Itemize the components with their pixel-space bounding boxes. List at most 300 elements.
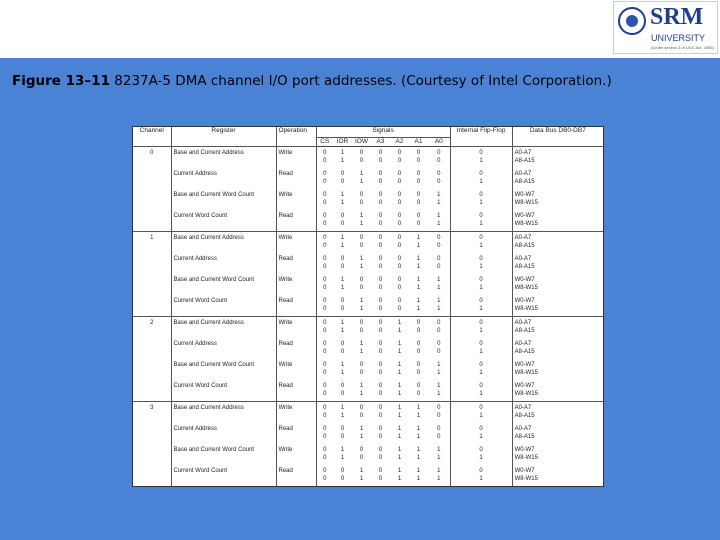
databus-value: A8-A15 (514, 263, 535, 270)
table-row (133, 232, 603, 254)
table-row (133, 147, 603, 169)
flipflop-value: 1 (479, 412, 483, 419)
signal-value: 0 (378, 447, 383, 453)
signal-value: 1 (359, 348, 364, 355)
signal-value: 1 (437, 447, 441, 453)
signal-value: 1 (359, 426, 364, 432)
signal-value: 1 (359, 433, 364, 440)
register-cell: Current Word Count (171, 465, 276, 486)
signal-value: 1 (397, 412, 402, 419)
operation-cell: Read (276, 423, 316, 444)
signal-value: 0 (323, 433, 327, 440)
signal-value: 0 (323, 150, 327, 156)
flipflop-value: 0 (479, 468, 483, 474)
signal-value: 0 (437, 405, 441, 411)
signal-value: 0 (340, 433, 345, 440)
databus-cell (512, 274, 603, 295)
signal-cell (371, 189, 390, 210)
databus-value: W0-W7 (514, 213, 535, 219)
signal-value: 1 (437, 390, 441, 397)
operation-cell: Read (276, 295, 316, 317)
signal-value: 1 (340, 369, 345, 376)
signal-value: 0 (323, 256, 327, 262)
signal-cell (409, 232, 428, 254)
table-body (133, 147, 603, 487)
figure-caption (12, 73, 712, 89)
signal-value: 0 (397, 213, 402, 219)
signal-value: 0 (378, 468, 383, 474)
signal-value: 0 (340, 298, 345, 304)
signal-value: 0 (437, 242, 441, 249)
signal-cell (428, 232, 450, 254)
flipflop-value: 1 (479, 242, 483, 249)
signal-value: 0 (397, 178, 402, 185)
signal-value: 0 (378, 454, 383, 461)
signal-cell (390, 465, 409, 486)
signal-value: 0 (359, 150, 364, 156)
flipflop-value: 0 (479, 256, 483, 262)
signal-value: 1 (340, 192, 345, 198)
signal-cell (390, 359, 409, 380)
signal-cell (316, 465, 333, 486)
register-cell: Current Word Count (171, 380, 276, 402)
signal-cell (352, 380, 371, 402)
signal-value: 1 (437, 213, 441, 219)
table-row (133, 317, 603, 339)
register-cell: Base and Current Word Count (171, 189, 276, 210)
signal-value: 0 (416, 320, 421, 326)
table-row (133, 359, 603, 380)
signal-value: 1 (416, 256, 421, 262)
signal-value: 1 (397, 320, 402, 326)
signal-value: 1 (437, 475, 441, 482)
flipflop-value: 0 (479, 235, 483, 241)
signal-value: 0 (378, 412, 383, 419)
signal-value: 0 (359, 412, 364, 419)
signal-cell (333, 465, 352, 486)
signal-cell (352, 317, 371, 339)
header-signals: Signals (316, 127, 450, 138)
signal-value: 0 (340, 475, 345, 482)
flipflop-value: 0 (479, 277, 483, 283)
signal-cell (316, 232, 333, 254)
flipflop-cell (450, 465, 512, 486)
university-seal-icon (618, 7, 646, 35)
signal-cell (371, 465, 390, 486)
signal-value: 0 (416, 192, 421, 198)
signal-value: 1 (359, 383, 364, 389)
signal-cell (371, 359, 390, 380)
signal-value: 0 (378, 150, 383, 156)
table-row (133, 465, 603, 486)
signal-value: 0 (323, 390, 327, 397)
header-databus: Data Bus DB0-DB7 (512, 127, 603, 147)
signal-value: 1 (416, 235, 421, 241)
signal-cell (316, 444, 333, 465)
signal-cell (390, 210, 409, 232)
signal-value: 0 (323, 362, 327, 368)
signal-cell (333, 402, 352, 424)
register-cell: Base and Current Word Count (171, 274, 276, 295)
signal-cell (333, 253, 352, 274)
signal-value: 0 (437, 171, 441, 177)
signal-cell (409, 295, 428, 317)
databus-value: A8-A15 (514, 412, 535, 419)
signal-cell (352, 465, 371, 486)
signal-cell (316, 295, 333, 317)
signal-cell (352, 274, 371, 295)
flipflop-cell (450, 168, 512, 189)
signal-cell (409, 402, 428, 424)
table-row (133, 402, 603, 424)
operation-cell: Write (276, 444, 316, 465)
signal-cell (428, 210, 450, 232)
signal-value: 0 (437, 348, 441, 355)
signal-value: 0 (416, 220, 421, 227)
signal-value: 0 (340, 390, 345, 397)
signal-value: 0 (378, 235, 383, 241)
signal-value: 0 (378, 362, 383, 368)
header-band (0, 0, 720, 58)
flipflop-value: 1 (479, 390, 483, 397)
operation-cell: Read (276, 210, 316, 232)
signal-cell (409, 465, 428, 486)
databus-cell (512, 359, 603, 380)
register-cell: Current Word Count (171, 210, 276, 232)
signal-value: 0 (378, 220, 383, 227)
signal-value: 0 (359, 447, 364, 453)
signal-cell (371, 338, 390, 359)
signal-value: 0 (378, 284, 383, 291)
signal-value: 0 (416, 213, 421, 219)
operation-cell: Write (276, 232, 316, 254)
signal-value: 1 (359, 341, 364, 347)
signal-value: 0 (323, 284, 327, 291)
flipflop-value: 1 (479, 284, 483, 291)
register-cell: Base and Current Address (171, 317, 276, 339)
signal-value: 1 (416, 242, 421, 249)
signal-cell (333, 168, 352, 189)
databus-cell (512, 295, 603, 317)
databus-cell (512, 317, 603, 339)
operation-cell: Write (276, 189, 316, 210)
signal-cell (352, 338, 371, 359)
databus-value: W8-W15 (514, 475, 538, 482)
operation-cell: Read (276, 465, 316, 486)
signal-cell (316, 402, 333, 424)
signal-value: 0 (340, 305, 345, 312)
signal-cell (333, 295, 352, 317)
databus-cell (512, 465, 603, 486)
signal-cell (409, 253, 428, 274)
signal-value: 0 (378, 475, 383, 482)
flipflop-value: 0 (479, 192, 483, 198)
signal-cell (428, 168, 450, 189)
signal-value: 0 (397, 284, 402, 291)
signal-cell (333, 232, 352, 254)
signal-value: 1 (340, 405, 345, 411)
signal-cell (371, 147, 390, 169)
signal-cell (390, 189, 409, 210)
signal-value: 0 (378, 348, 383, 355)
signal-value: 0 (416, 390, 421, 397)
signal-cell (333, 147, 352, 169)
operation-cell: Read (276, 168, 316, 189)
university-logo (613, 1, 718, 54)
signal-value: 0 (397, 256, 402, 262)
signal-value: 0 (416, 362, 421, 368)
databus-value: W8-W15 (514, 220, 538, 227)
signal-cell (371, 423, 390, 444)
signal-value: 1 (416, 454, 421, 461)
signal-value: 1 (340, 454, 345, 461)
databus-value: W0-W7 (514, 447, 535, 453)
signal-value: 1 (437, 454, 441, 461)
signal-cell (409, 317, 428, 339)
signal-value: 0 (359, 405, 364, 411)
signal-cell (428, 402, 450, 424)
databus-value: W8-W15 (514, 454, 538, 461)
signal-value: 1 (416, 277, 421, 283)
databus-value: W0-W7 (514, 468, 535, 474)
signal-value: 1 (437, 284, 441, 291)
signal-value: 1 (359, 213, 364, 219)
signal-value: 1 (416, 284, 421, 291)
signal-cell (316, 189, 333, 210)
flipflop-cell (450, 147, 512, 169)
signal-value: 0 (378, 327, 383, 334)
flipflop-value: 1 (479, 327, 483, 334)
table-row (133, 168, 603, 189)
signal-value: 1 (359, 390, 364, 397)
signal-cell (352, 168, 371, 189)
figure-title: 8237A-5 DMA channel I/O port addresses. (Courtesy of Intel Corporation.) (114, 73, 612, 89)
databus-value: A0-A7 (514, 256, 532, 262)
signal-value: 0 (437, 426, 441, 432)
signal-value: 0 (323, 220, 327, 227)
signal-value: 0 (323, 157, 327, 164)
signal-value: 0 (397, 192, 402, 198)
signal-value: 1 (359, 256, 364, 262)
register-cell: Base and Current Word Count (171, 444, 276, 465)
signal-value: 0 (437, 341, 441, 347)
signal-cell (390, 380, 409, 402)
flipflop-value: 1 (479, 199, 483, 206)
signal-value: 1 (340, 235, 345, 241)
signal-cell (316, 147, 333, 169)
signal-value: 1 (437, 468, 441, 474)
signal-cell (333, 380, 352, 402)
signal-value: 0 (397, 150, 402, 156)
databus-value: A0-A7 (514, 150, 532, 156)
databus-value: A0-A7 (514, 320, 532, 326)
signal-cell (409, 444, 428, 465)
signal-cell (316, 210, 333, 232)
signal-value: 0 (359, 235, 364, 241)
databus-value: W8-W15 (514, 369, 538, 376)
signal-value: 1 (416, 412, 421, 419)
flipflop-value: 1 (479, 305, 483, 312)
operation-cell: Write (276, 359, 316, 380)
signal-cell (352, 402, 371, 424)
signal-value: 1 (340, 362, 345, 368)
signal-value: 0 (416, 199, 421, 206)
flipflop-cell (450, 423, 512, 444)
signal-value: 1 (340, 277, 345, 283)
signal-value: 0 (378, 199, 383, 206)
signal-value: 0 (416, 171, 421, 177)
signal-cell (316, 338, 333, 359)
channel-cell (133, 168, 171, 189)
signal-cell (352, 147, 371, 169)
table-row (133, 210, 603, 232)
signal-value: 0 (378, 242, 383, 249)
signal-cell (371, 253, 390, 274)
databus-cell (512, 168, 603, 189)
signal-value: 1 (397, 454, 402, 461)
signal-value: 0 (378, 305, 383, 312)
databus-cell (512, 380, 603, 402)
signal-cell (352, 423, 371, 444)
signal-value: 0 (378, 263, 383, 270)
table-row (133, 189, 603, 210)
signal-value: 1 (397, 390, 402, 397)
databus-value: W0-W7 (514, 277, 535, 283)
signal-cell (390, 423, 409, 444)
signal-value: 0 (378, 341, 383, 347)
signal-value: 1 (437, 383, 441, 389)
signal-value: 1 (416, 298, 421, 304)
signal-cell (409, 189, 428, 210)
flipflop-cell (450, 402, 512, 424)
flipflop-value: 1 (479, 220, 483, 227)
flipflop-value: 0 (479, 171, 483, 177)
flipflop-value: 1 (479, 178, 483, 185)
flipflop-value: 0 (479, 320, 483, 326)
signal-value: 0 (323, 327, 327, 334)
signal-value: 0 (397, 157, 402, 164)
channel-cell (133, 274, 171, 295)
operation-cell: Write (276, 147, 316, 169)
signal-value: 0 (378, 171, 383, 177)
channel-cell: 0 (133, 147, 171, 169)
flipflop-cell (450, 444, 512, 465)
signal-value: 1 (359, 171, 364, 177)
logo-name: SRM (650, 4, 704, 30)
signal-value: 0 (340, 263, 345, 270)
signal-value: 0 (323, 383, 327, 389)
signal-cell (409, 423, 428, 444)
flipflop-value: 0 (479, 426, 483, 432)
channel-cell: 1 (133, 232, 171, 254)
header-signal-a2: A2 (390, 138, 409, 147)
flipflop-cell (450, 253, 512, 274)
signal-value: 1 (397, 433, 402, 440)
table-row (133, 423, 603, 444)
databus-value: A0-A7 (514, 341, 532, 347)
databus-value: W0-W7 (514, 383, 535, 389)
signal-value: 1 (397, 475, 402, 482)
signal-value: 0 (378, 426, 383, 432)
signal-value: 0 (416, 178, 421, 185)
header-signal-cs: CS (316, 138, 333, 147)
databus-value: W0-W7 (514, 192, 535, 198)
signal-value: 0 (323, 348, 327, 355)
signal-value: 0 (378, 390, 383, 397)
signal-cell (371, 402, 390, 424)
flipflop-cell (450, 210, 512, 232)
signal-value: 0 (359, 277, 364, 283)
signal-value: 0 (416, 327, 421, 334)
signal-value: 0 (340, 426, 345, 432)
header-operation: Operation (276, 127, 316, 147)
signal-cell (409, 338, 428, 359)
table-row (133, 295, 603, 317)
signal-value: 1 (437, 305, 441, 312)
flipflop-value: 0 (479, 405, 483, 411)
signal-value: 1 (416, 468, 421, 474)
signal-value: 0 (323, 277, 327, 283)
signal-value: 1 (397, 383, 402, 389)
flipflop-value: 1 (479, 454, 483, 461)
signal-cell (352, 189, 371, 210)
signal-value: 0 (416, 383, 421, 389)
databus-value: A8-A15 (514, 242, 535, 249)
signal-value: 0 (359, 454, 364, 461)
channel-cell (133, 210, 171, 232)
channel-cell (133, 189, 171, 210)
signal-cell (333, 423, 352, 444)
signal-cell (371, 210, 390, 232)
signal-cell (316, 359, 333, 380)
signal-cell (390, 444, 409, 465)
signal-value: 0 (323, 171, 327, 177)
signal-value: 0 (397, 263, 402, 270)
register-cell: Current Word Count (171, 295, 276, 317)
databus-value: A0-A7 (514, 235, 532, 241)
databus-cell (512, 147, 603, 169)
signal-value: 0 (323, 447, 327, 453)
signal-value: 0 (437, 150, 441, 156)
signal-value: 1 (416, 447, 421, 453)
signal-value: 0 (323, 405, 327, 411)
signal-value: 0 (437, 157, 441, 164)
signal-value: 0 (340, 348, 345, 355)
databus-value: A8-A15 (514, 327, 535, 334)
signal-value: 0 (323, 369, 327, 376)
signal-value: 0 (340, 213, 345, 219)
databus-cell (512, 189, 603, 210)
signal-value: 0 (323, 178, 327, 185)
signal-value: 1 (340, 284, 345, 291)
signal-value: 1 (359, 178, 364, 185)
signal-value: 1 (340, 157, 345, 164)
flipflop-value: 1 (479, 263, 483, 270)
signal-value: 1 (416, 263, 421, 270)
signal-value: 1 (340, 412, 345, 419)
databus-cell (512, 338, 603, 359)
signal-value: 0 (340, 468, 345, 474)
signal-value: 1 (397, 447, 402, 453)
signal-value: 0 (323, 468, 327, 474)
header-signal-a3: A3 (371, 138, 390, 147)
signal-value: 0 (437, 235, 441, 241)
channel-cell (133, 380, 171, 402)
signal-value: 0 (378, 383, 383, 389)
signal-value: 0 (340, 178, 345, 185)
signal-cell (428, 465, 450, 486)
signal-cell (371, 295, 390, 317)
